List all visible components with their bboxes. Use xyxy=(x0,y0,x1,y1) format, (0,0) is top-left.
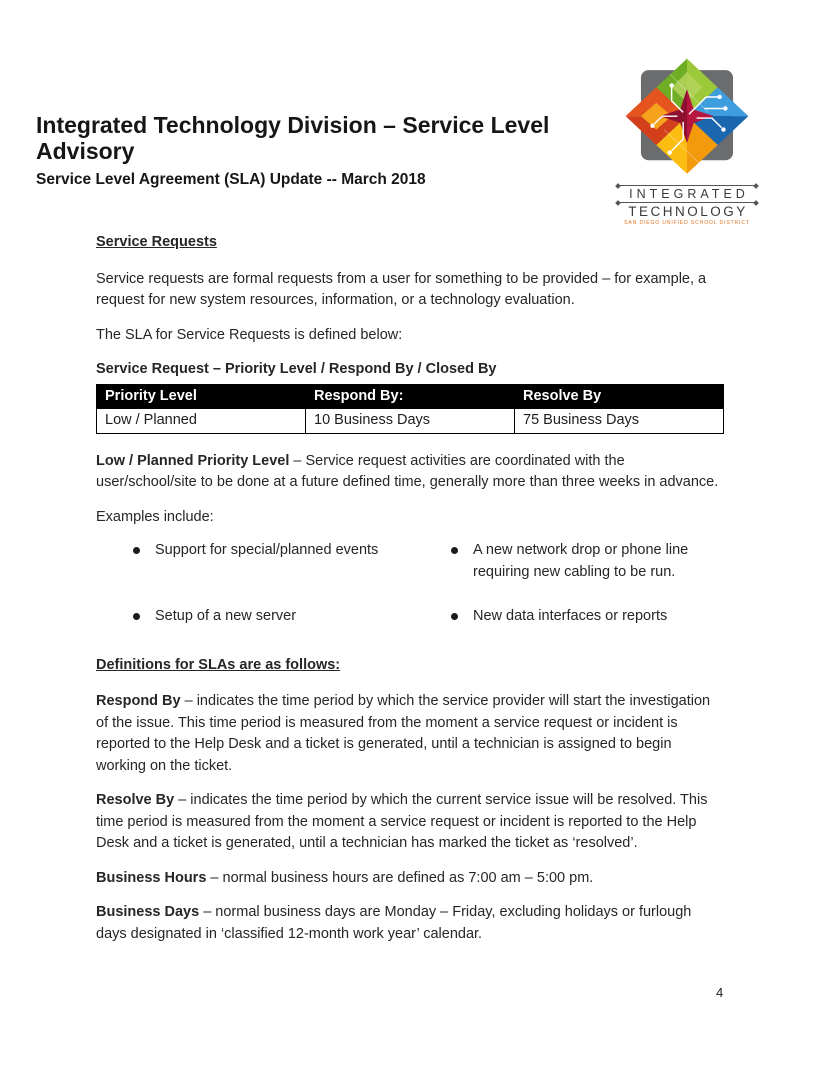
examples-bullet-list xyxy=(96,540,724,628)
integrated-technology-logo xyxy=(616,56,758,226)
logo-emblem-icon xyxy=(616,56,758,184)
page-subtitle: Service Level Agreement (SLA) Update -- March 2018 xyxy=(36,171,426,188)
definition-text: – normal business hours are defined as 7:00 am – 5:00 pm. xyxy=(206,869,594,886)
table-row xyxy=(97,409,724,434)
definition-respond-by xyxy=(96,691,724,777)
definition-business-hours xyxy=(96,868,724,890)
section-heading-service-requests: Service Requests xyxy=(96,234,217,250)
bullet-icon xyxy=(133,547,140,554)
logo-wordmark-integrated: INTEGRATED xyxy=(629,187,749,201)
page-number: 4 xyxy=(716,985,724,1000)
paragraph-service-requests-intro: Service requests are formal requests from a user for something to be provided – for example, a request for new system resources, information, or a technology evaluation. xyxy=(96,270,707,308)
definition-text: – indicates the time period by which the current service issue will be resolved. This time period is measured from the moment a service request or incident is reported to the Help Desk and a ticket is generated, until a technician has marked the ticket as ‘resolved’. xyxy=(96,792,708,851)
paragraph-low-planned-definition xyxy=(96,451,724,494)
bullet-text: A new network drop or phone line requiring new cabling to be run. xyxy=(473,542,689,580)
definition-term: Business Hours xyxy=(96,869,207,886)
definition-text: – indicates the time period by which the service provider will start the investigation of the issue. This time period is measured from the moment a service request or incident is reported to the Help Desk and a ticket is generated, until a technician is assigned to begin working on the ticket. xyxy=(96,693,711,774)
list-item xyxy=(96,606,414,628)
low-planned-term: Low / Planned Priority Level xyxy=(96,452,290,469)
logo-district-text: SAN DIEGO UNIFIED SCHOOL DISTRICT xyxy=(624,220,750,226)
document-header xyxy=(36,112,616,189)
definition-resolve-by xyxy=(96,790,724,855)
bullet-text: Setup of a new server xyxy=(155,608,297,624)
table-cell-respond: 10 Business Days xyxy=(306,409,515,434)
page-title: Integrated Technology Division – Service Level Advisory xyxy=(36,112,550,164)
table-header-resolve-by: Resolve By xyxy=(515,384,724,409)
list-item xyxy=(414,606,724,628)
logo-rule-top xyxy=(620,185,754,186)
logo-wordmark-technology: TECHNOLOGY xyxy=(628,204,748,219)
sla-table xyxy=(96,384,724,434)
paragraph-sla-defined-below: The SLA for Service Requests is defined below: xyxy=(96,326,403,343)
low-planned-text: – Service request activities are coordinated with the user/school/site to be done at a future defined time, generally more than three weeks in advance. xyxy=(96,452,719,490)
definition-text: – normal business days are Monday – Friday, excluding holidays or furlough days designated in ‘classified 12-month work year’ calendar. xyxy=(96,904,692,942)
logo-rule-middle xyxy=(620,202,754,203)
list-item xyxy=(96,540,414,583)
definition-term: Business Days xyxy=(96,904,200,920)
table-caption: Service Request – Priority Level / Respond By / Closed By xyxy=(96,361,497,377)
bullet-icon xyxy=(451,613,458,620)
table-cell-resolve: 75 Business Days xyxy=(515,409,724,434)
bullet-text: Support for special/planned events xyxy=(155,542,379,558)
document-body xyxy=(96,232,724,958)
table-header-priority-level: Priority Level xyxy=(97,384,306,409)
bullet-icon xyxy=(451,547,458,554)
table-header-respond-by: Respond By: xyxy=(306,384,515,409)
list-item xyxy=(414,540,724,583)
definition-business-days xyxy=(96,902,724,945)
examples-label: Examples include: xyxy=(96,508,214,525)
definition-term: Resolve By xyxy=(96,792,175,808)
section-heading-definitions: Definitions for SLAs are as follows: xyxy=(96,656,341,673)
bullet-text: New data interfaces or reports xyxy=(473,608,668,624)
definition-term: Respond By xyxy=(96,693,181,709)
bullet-icon xyxy=(133,613,140,620)
table-header-row xyxy=(97,384,724,409)
table-cell-priority: Low / Planned xyxy=(97,409,306,434)
